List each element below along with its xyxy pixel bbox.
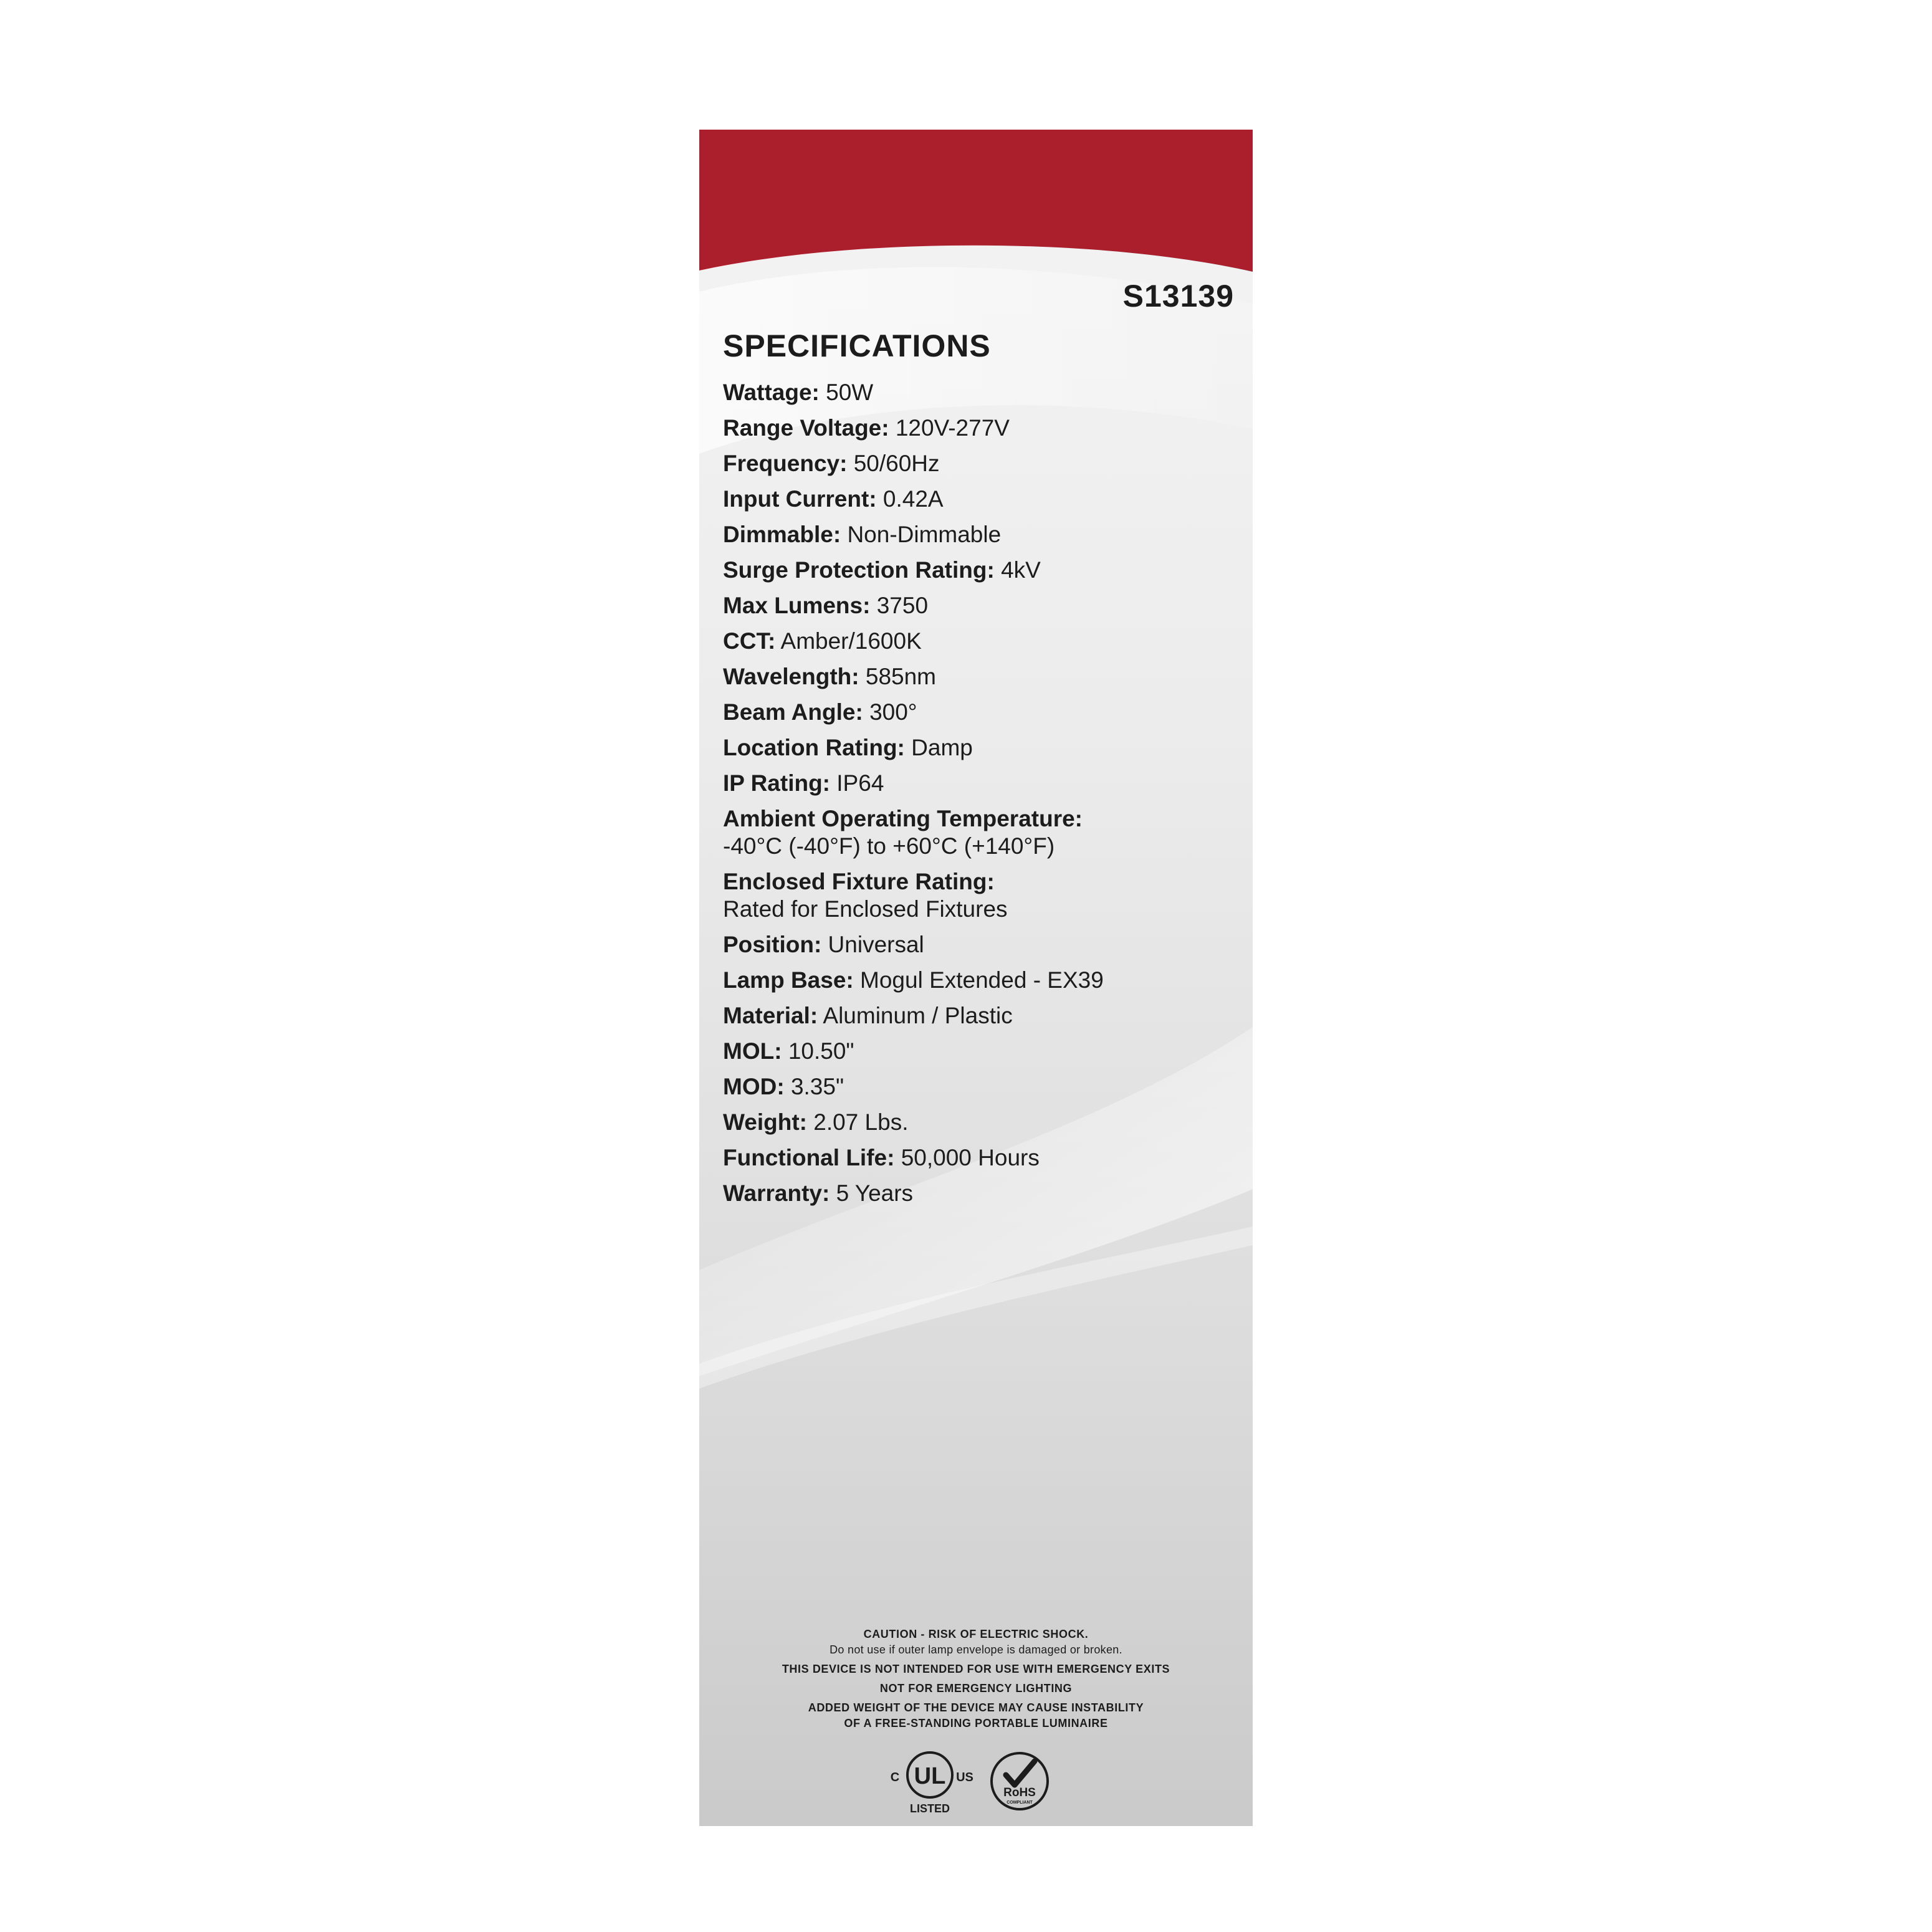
caution-text: Do not use if outer lamp envelope is damaged or broken. — [830, 1643, 1122, 1656]
caution-text: OF A FREE-STANDING PORTABLE LUMINAIRE — [844, 1717, 1108, 1729]
spec-location-rating — [723, 734, 1234, 762]
spec-label: Surge Protection Rating: — [723, 557, 995, 583]
spec-cct — [723, 628, 1234, 655]
spec-value: 3750 — [876, 593, 929, 618]
spec-value: Universal — [828, 932, 924, 957]
spec-surge-protection — [723, 557, 1234, 584]
svg-text:COMPLIANT: COMPLIANT — [1007, 1800, 1033, 1805]
spec-label: Location Rating: — [723, 735, 905, 760]
spec-value: 50,000 Hours — [901, 1145, 1040, 1170]
spec-value: -40°C (-40°F) to +60°C (+140°F) — [723, 833, 1055, 859]
spec-list — [723, 379, 1234, 1215]
spec-label: Functional Life: — [723, 1145, 895, 1170]
spec-label: Max Lumens: — [723, 593, 871, 618]
spec-mod — [723, 1073, 1234, 1101]
spec-label: Wavelength: — [723, 664, 859, 689]
spec-functional-life — [723, 1144, 1234, 1172]
spec-value: 0.42A — [882, 486, 944, 512]
spec-label: MOD: — [723, 1074, 785, 1099]
spec-max-lumens — [723, 592, 1234, 619]
caution-text: ADDED WEIGHT OF THE DEVICE MAY CAUSE INSTABILITY — [808, 1701, 1144, 1714]
spec-value: 4kV — [1001, 557, 1041, 583]
spec-value: 300° — [869, 699, 917, 725]
product-sku: S13139 — [1122, 279, 1234, 313]
spec-label: Dimmable: — [723, 522, 841, 547]
caution-text: THIS DEVICE IS NOT INTENDED FOR USE WITH EMERGENCY EXITS — [782, 1663, 1170, 1675]
certification-logos — [699, 1748, 1253, 1816]
svg-text:RoHS: RoHS — [1003, 1786, 1036, 1799]
spec-value: Rated for Enclosed Fixtures — [723, 896, 1008, 922]
caution-text: NOT FOR EMERGENCY LIGHTING — [879, 1682, 1073, 1695]
spec-label: Beam Angle: — [723, 699, 863, 725]
spec-label: Enclosed Fixture Rating: — [723, 869, 995, 894]
spec-label: Lamp Base: — [723, 967, 854, 993]
spec-value: Amber/1600K — [780, 628, 922, 654]
spec-value: 120V-277V — [895, 415, 1010, 441]
spec-ambient-temperature — [723, 805, 1234, 860]
caution-notice — [699, 1627, 1253, 1731]
spec-value: 2.07 Lbs. — [813, 1109, 909, 1135]
spec-value: 50/60Hz — [853, 451, 940, 476]
spec-label: Wattage: — [723, 380, 820, 405]
spec-frequency — [723, 450, 1234, 477]
svg-text:LISTED: LISTED — [909, 1802, 950, 1815]
spec-value: 10.50" — [788, 1038, 854, 1064]
spec-value: Aluminum / Plastic — [823, 1003, 1013, 1028]
spec-label: Frequency: — [723, 451, 848, 476]
spec-ip-rating — [723, 770, 1234, 797]
spec-label: CCT: — [723, 628, 776, 654]
spec-value: Damp — [911, 735, 973, 760]
spec-value: Mogul Extended - EX39 — [860, 967, 1104, 993]
spec-label: Ambient Operating Temperature: — [723, 806, 1083, 831]
spec-panel — [699, 130, 1253, 1826]
spec-label: Position: — [723, 932, 822, 957]
spec-lamp-base — [723, 967, 1234, 994]
spec-beam-angle — [723, 699, 1234, 726]
spec-enclosed-fixture-rating — [723, 868, 1234, 923]
ul-listed-icon — [886, 1748, 973, 1816]
caution-heading: CAUTION - RISK OF ELECTRIC SHOCK. — [863, 1628, 1089, 1640]
spec-value: 3.35" — [790, 1074, 844, 1099]
spec-position — [723, 931, 1234, 959]
spec-label: Weight: — [723, 1109, 807, 1135]
svg-text:US: US — [956, 1771, 973, 1784]
spec-label: Warranty: — [723, 1180, 830, 1206]
spec-material — [723, 1002, 1234, 1030]
spec-wattage — [723, 379, 1234, 406]
spec-value: IP64 — [836, 770, 884, 796]
spec-label: Input Current: — [723, 486, 877, 512]
svg-text:UL: UL — [914, 1763, 946, 1789]
svg-text:C: C — [890, 1771, 900, 1784]
spec-value: 50W — [826, 380, 874, 405]
rohs-compliant-icon — [988, 1750, 1051, 1812]
spec-value: 5 Years — [836, 1180, 914, 1206]
spec-label: Range Voltage: — [723, 415, 889, 441]
spec-wavelength — [723, 663, 1234, 691]
spec-dimmable — [723, 521, 1234, 548]
specifications-heading: SPECIFICATIONS — [723, 328, 991, 363]
spec-weight — [723, 1109, 1234, 1136]
spec-label: IP Rating: — [723, 770, 830, 796]
spec-input-current — [723, 485, 1234, 513]
spec-range-voltage — [723, 414, 1234, 442]
spec-label: Material: — [723, 1003, 818, 1028]
spec-mol — [723, 1038, 1234, 1065]
spec-label: MOL: — [723, 1038, 782, 1064]
spec-value: 585nm — [865, 664, 937, 689]
spec-value: Non-Dimmable — [847, 522, 1002, 547]
spec-warranty — [723, 1180, 1234, 1207]
red-header-band — [699, 130, 1253, 272]
